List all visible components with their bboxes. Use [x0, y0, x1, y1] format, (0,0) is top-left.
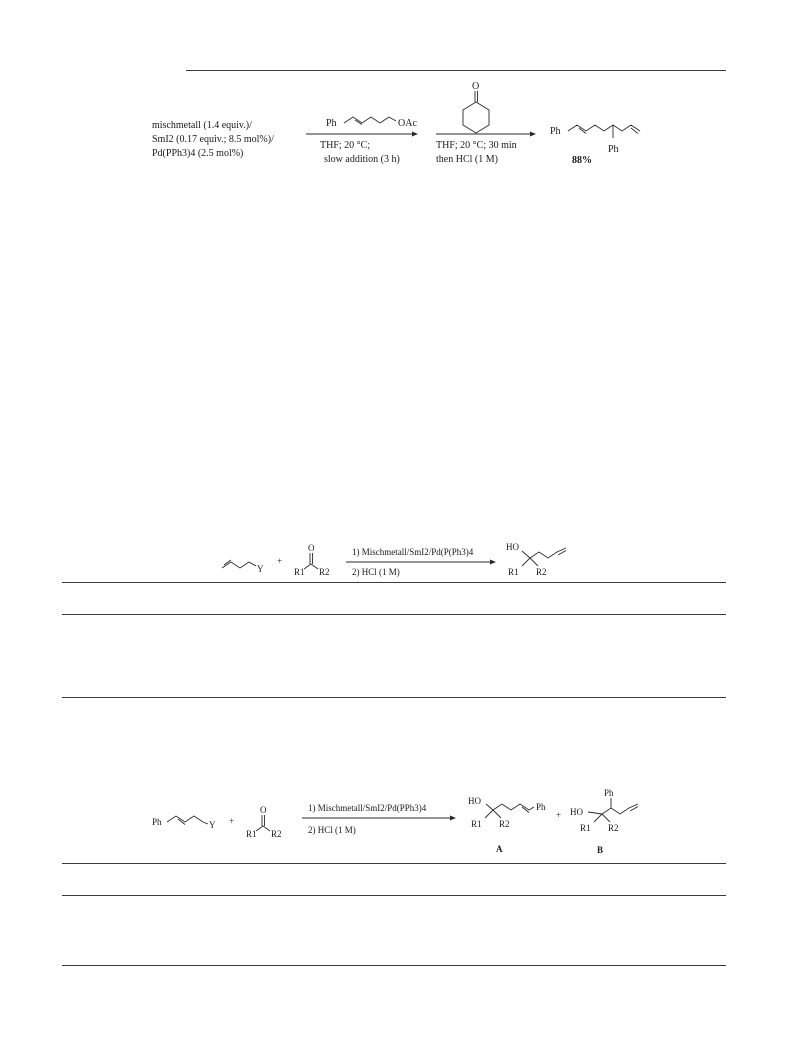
scheme3-arrow — [302, 814, 456, 822]
product-r2: R2 — [536, 567, 547, 577]
scheme2-carbonyl-structure — [294, 540, 344, 580]
allyl-y: Y — [257, 564, 264, 574]
scheme2-plus: + — [277, 556, 283, 566]
top-rule — [186, 70, 726, 71]
table1-top-rule — [62, 582, 726, 583]
scheme2-cond-1: 1) Mischmetall/SmI2/Pd(P(Ph3)4 — [352, 547, 474, 557]
product-ph-left: Ph — [550, 126, 561, 137]
scheme3-cond-2: 2) HCl (1 M) — [308, 825, 356, 835]
product-a-r1: R1 — [471, 819, 482, 829]
product-a-structure — [468, 790, 558, 860]
scheme3-cond-1: 1) Mischmetall/SmI2/Pd(PPh3)4 — [308, 803, 427, 813]
product-b-r1: R1 — [580, 823, 591, 833]
table2-top-rule — [62, 863, 726, 864]
carbonyl-r1: R1 — [294, 567, 305, 577]
cyclohexanone-structure — [448, 80, 508, 136]
scheme1-cond1-line2: slow addition (3 h) — [324, 154, 400, 165]
product-a-label: A — [496, 844, 503, 854]
product-r1: R1 — [508, 567, 519, 577]
product-b-r2: R2 — [608, 823, 619, 833]
product-ho: HO — [506, 542, 519, 552]
cinnamyl-acetate-structure — [320, 112, 440, 132]
scheme1-arrow-1 — [306, 130, 418, 138]
product-a-r2: R2 — [499, 819, 510, 829]
product-a-ho: HO — [468, 796, 481, 806]
scheme2-arrow — [346, 558, 496, 566]
table1-header-rule — [62, 614, 726, 615]
scheme1-reagent-2: SmI2 (0.17 equiv.; 8.5 mol%)/ — [152, 134, 274, 145]
product-ph-right: Ph — [608, 144, 619, 155]
table2-header-rule — [62, 895, 726, 896]
scheme1-arrow-2 — [436, 130, 536, 138]
carbonyl-r2: R2 — [319, 567, 330, 577]
carbonyl-o: O — [308, 543, 315, 553]
cinnamyl-y: Y — [209, 820, 216, 830]
product-b-ph: Ph — [604, 788, 614, 798]
substrate-oac: OAc — [398, 118, 417, 129]
carbonyl-r1: R1 — [246, 829, 257, 839]
substrate-ph: Ph — [326, 118, 337, 129]
carbonyl-r2: R2 — [271, 829, 282, 839]
cinnamyl-ph: Ph — [152, 817, 162, 827]
scheme1-product-structure — [548, 114, 668, 164]
table1-bottom-rule — [62, 697, 726, 698]
allyl-y-structure — [218, 548, 268, 578]
scheme3-plus-1: + — [229, 816, 235, 826]
scheme1-yield: 88% — [572, 155, 592, 166]
ketone-o: O — [472, 81, 480, 92]
product-b-structure — [568, 786, 664, 860]
scheme1-reagent-1: mischmetall (1.4 equiv.)/ — [152, 120, 252, 131]
scheme2-product-structure — [504, 538, 584, 580]
scheme1-cond1-line1: THF; 20 °C; — [320, 140, 371, 151]
scheme1-cond2-line2: then HCl (1 M) — [436, 154, 498, 165]
table2-bottom-rule — [62, 965, 726, 966]
scheme1-reagent-3: Pd(PPh3)4 (2.5 mol%) — [152, 148, 244, 159]
carbonyl-o: O — [260, 805, 267, 815]
scheme3-carbonyl-structure — [246, 802, 296, 842]
scheme3-plus-2: + — [556, 810, 562, 820]
product-a-ph: Ph — [536, 802, 546, 812]
scheme2-cond-2: 2) HCl (1 M) — [352, 567, 400, 577]
cinnamyl-y-structure — [152, 806, 222, 832]
product-b-ho: HO — [570, 807, 583, 817]
scheme1-cond2-line1: THF; 20 °C; 30 min — [436, 140, 517, 151]
product-b-label: B — [597, 845, 604, 855]
